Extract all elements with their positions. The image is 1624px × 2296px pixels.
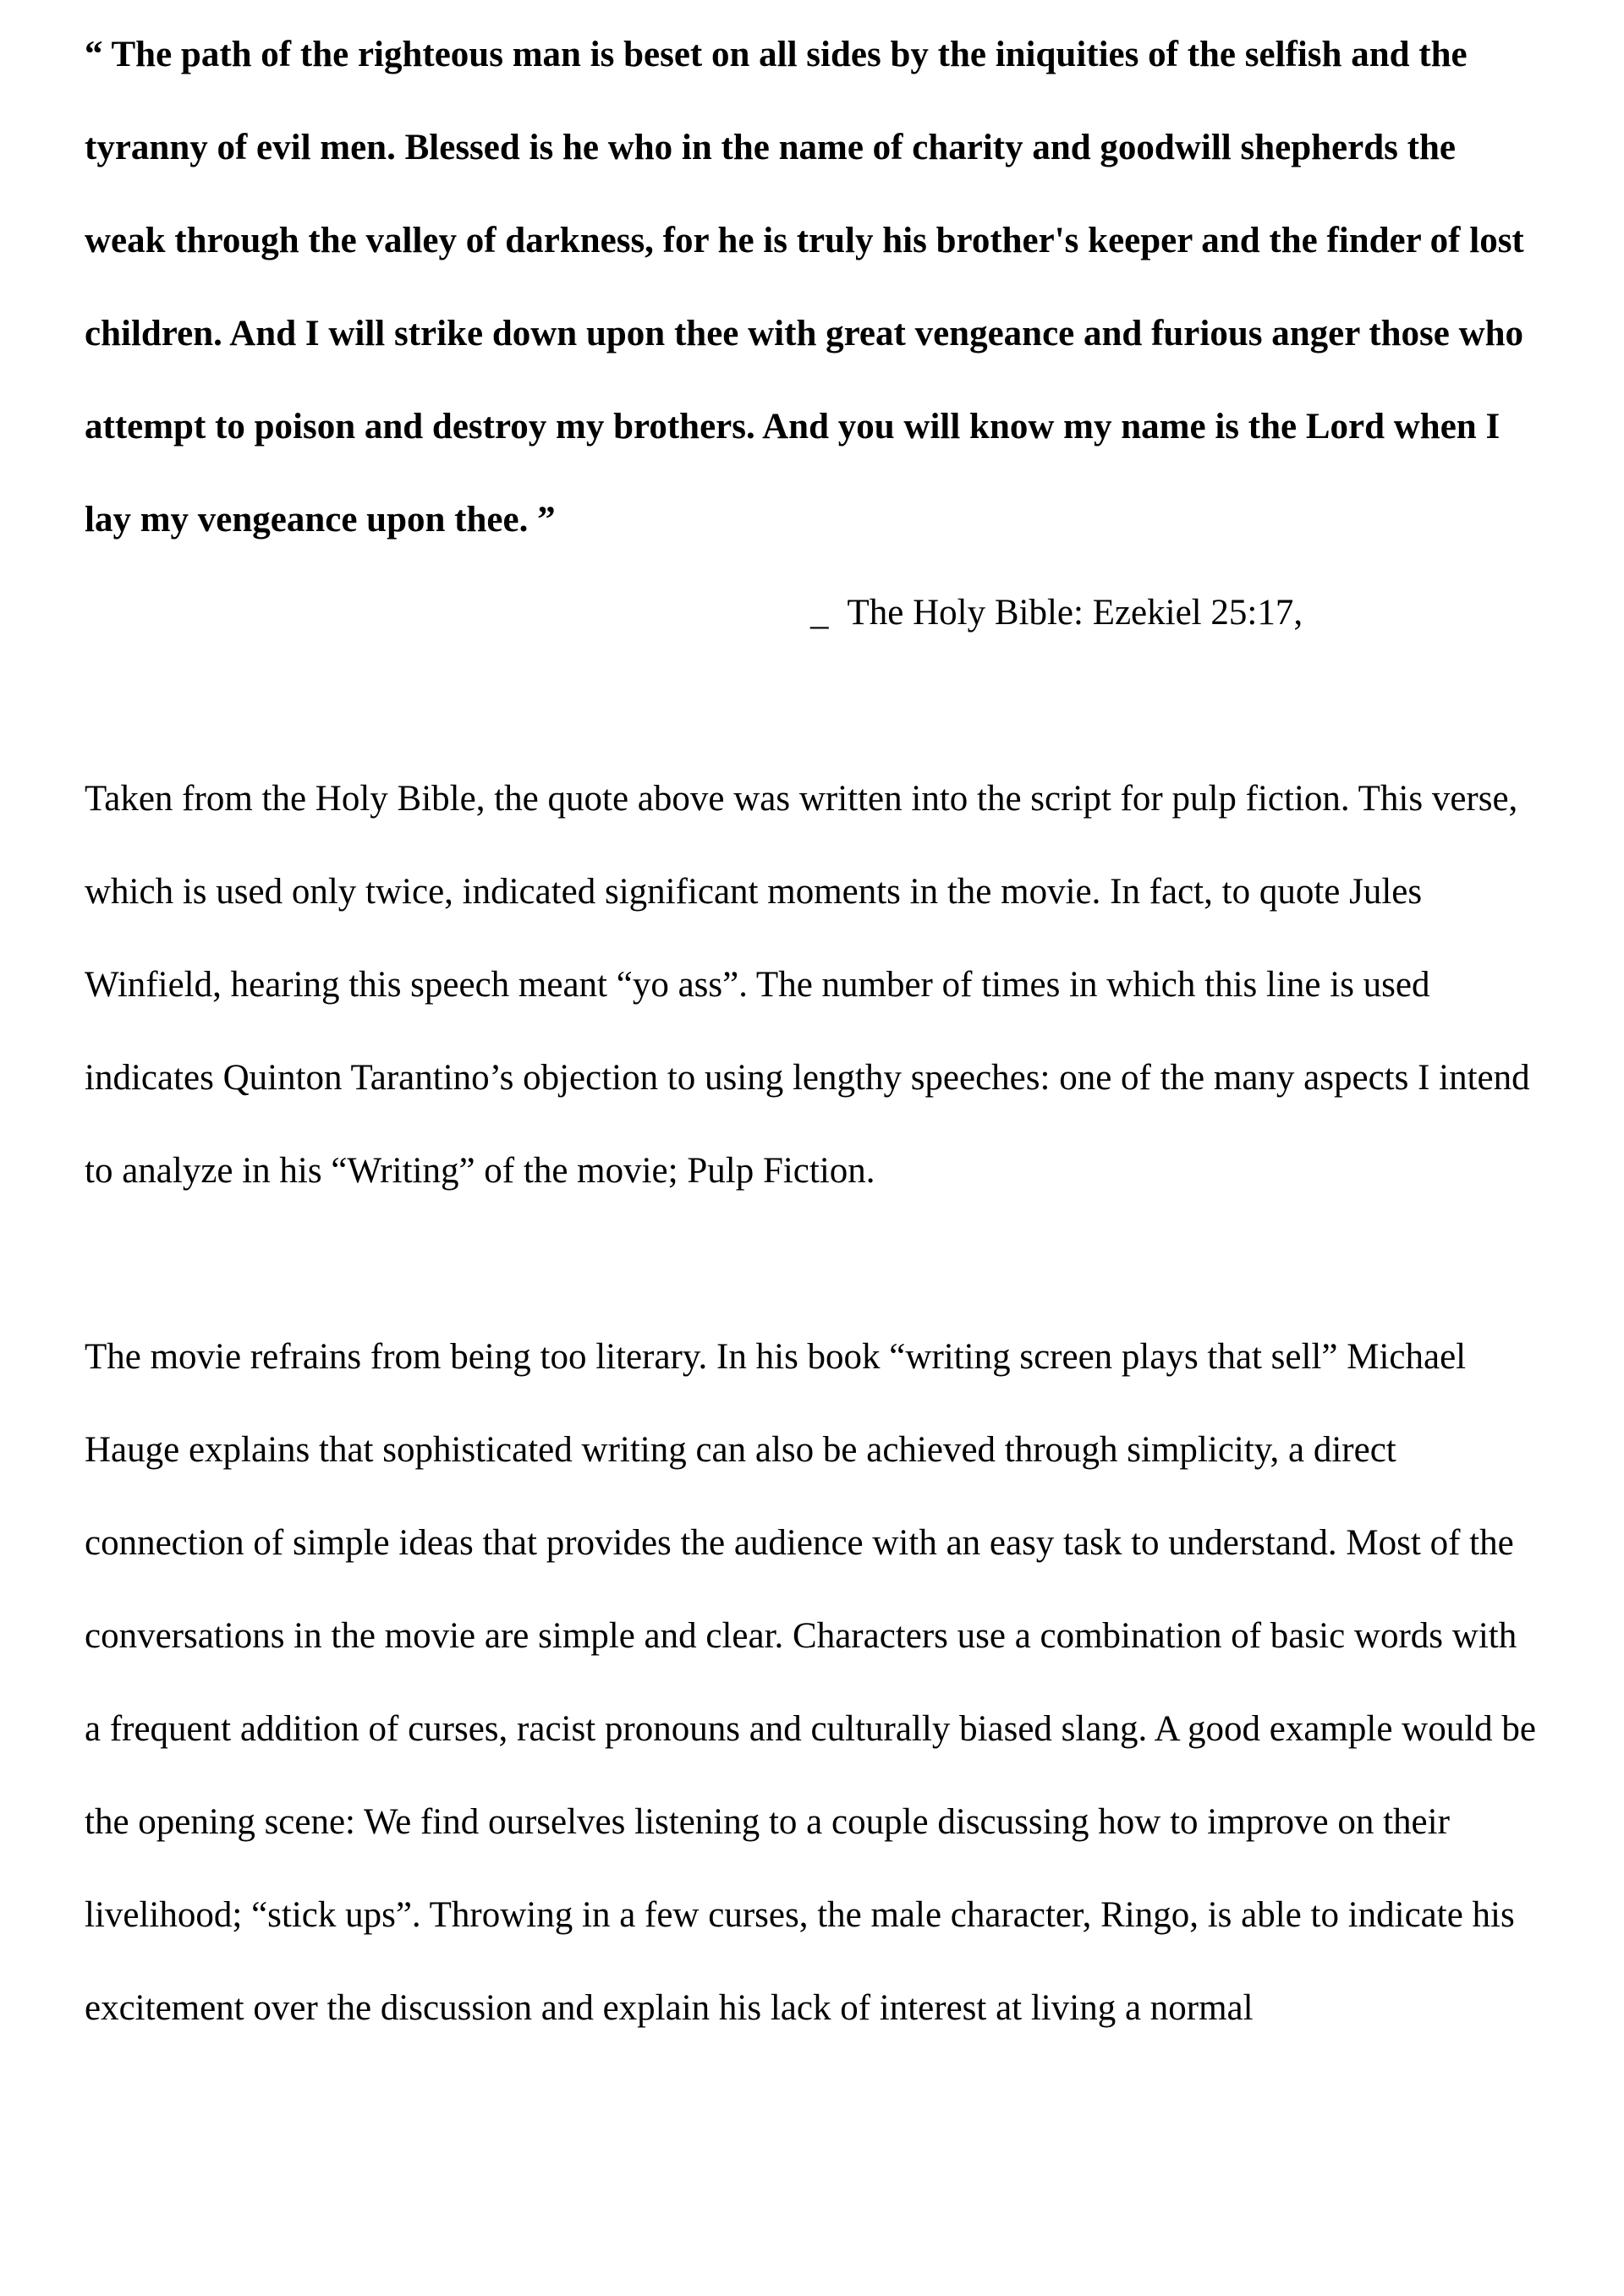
document-body [85,0,1539,2055]
body-paragraph-2: The movie refrains from being too literary. In his book “writing screen plays that sell” Michael Hauge explains that sophisticated writing can also be achieved through simplicity, a direct connection of simple ideas that provides the audience with an easy task to understand. Most of the conversations in the movie are simple and clear. Characters use a combination of basic words with a frequent addition of curses, racist pronouns and culturally biased slang. A good example would be the opening scene: We find ourselves listening to a couple discussing how to improve on their livelihood; “stick ups”. Throwing in a few curses, the male character, Ringo, is able to indicate his excitement over the discussion and explain his lack of interest at living a normal [85,1337,1536,2028]
attribution-dash: _ [810,593,829,633]
body-paragraph-1: Taken from the Holy Bible, the quote above was written into the script for pulp fiction. This verse, which is used only twice, indicated significant moments in the movie. In fact, to quote Jules Winfield, hearing this speech meant “yo ass”. The number of times in which this line is used indicates Quinton Tarantino’s objection to using lengthy speeches: one of the many aspects I intend to analyze in his “Writing” of the movie; Pulp Fiction. [85,779,1530,1191]
epigraph-quote: “ The path of the righteous man is beset on all sides by the iniquities of the selfish and the tyranny of evil men. Blessed is he who in the name of charity and goodwill shepherds the weak through the valley of darkness, for he is truly his brother's keeper and the finder of lost children. And I will strike down upon thee with great vengeance and furious anger those who attempt to poison and destroy my brothers. And you will know my name is the Lord when I lay my vengeance upon thee. ” [85,35,1524,540]
attribution-text: The Holy Bible: Ezekiel 25:17, [847,593,1303,633]
epigraph-attribution [85,567,1539,660]
